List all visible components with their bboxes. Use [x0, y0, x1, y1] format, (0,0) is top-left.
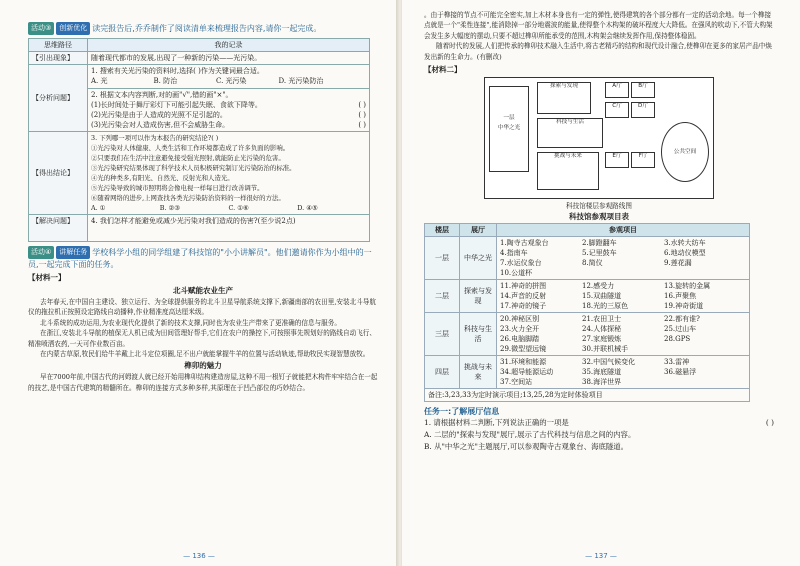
- exhibit-table: [424, 223, 750, 402]
- right-page-number: — 137 —: [585, 552, 617, 560]
- map-hall-f: [631, 152, 655, 168]
- q3-statement: ④光的种类多,有阳光、自然光、反射光和人造光。: [91, 174, 234, 182]
- col-header-hall: 展厅: [460, 224, 497, 237]
- article2-paragraph: 早在7000年前,中国古代的河姆渡人就已经开始用榫卯结构建造房屋,这种不用一根钉子就能把木构件牢牢结合在一起的技艺,是中国古代建筑的精髓所在。榫卯的连接方式多种多样,其原理在于凹凸部位的巧妙结合。: [28, 373, 378, 392]
- q1-stem: 1. 搜索有关光污染的资料时,选择( )作为关键词最合适。: [91, 67, 264, 75]
- table-row: [425, 313, 750, 356]
- option-b[interactable]: B. 从"中华之光"主题展厅,可以参观陶寺古观象台、海底隧道。: [424, 442, 629, 452]
- article1-paragraph: 在浙江,安装北斗导航的植保无人机已成为田间管理好帮手,它们在农户的操控下,可按照事先规划好的路线自动飞行、精准喷洒农药,一天可作业数百亩。: [28, 329, 376, 348]
- solve-text[interactable]: 4. 我们怎样才能避免或减少光污染对我们造成的伤害?(至少说2点): [88, 215, 370, 242]
- intro-text: 随着现代都市的发展,出现了一种新的污染——光污染。: [88, 52, 370, 65]
- exhibit-item: 10.公道杯: [500, 269, 533, 278]
- task1-heading: 任务一:了解展厅信息: [424, 407, 500, 417]
- exhibit-item: 11.神奇的拼图: [500, 282, 547, 291]
- q3-choice[interactable]: D. ④⑤: [297, 204, 318, 212]
- floor-cell: 三层: [425, 313, 460, 356]
- hall-cell: 中华之光: [460, 237, 497, 280]
- activity4-instruction: 学校科学小组的同学组建了科技馆的"小小讲解员"。他们邀请你作为小组中的一员,一起完成下面的任务。: [28, 248, 372, 269]
- map-label: 一层: [503, 115, 515, 122]
- exhibit-item: 35.海底隧道: [582, 368, 622, 377]
- hall-cell: 挑战与未来: [460, 356, 497, 389]
- exhibit-item: 1.陶寺古观象台: [500, 239, 549, 248]
- map-public-space: [661, 122, 709, 182]
- items-cell: [500, 281, 746, 311]
- exhibit-item: 29.微型望远镜: [500, 345, 547, 354]
- exhibit-item: 9.莲花漏: [664, 259, 692, 268]
- map-hall-future: [537, 152, 599, 190]
- left-page: [0, 0, 398, 566]
- table-row: [425, 356, 750, 389]
- map-label: A厅: [612, 83, 622, 90]
- exhibit-item: 38.海洋世界: [582, 378, 622, 387]
- q2-item: (3)光污染会对人造成伤害,但不会威胁生命。: [91, 121, 230, 129]
- exhibit-item: 7.水运仪象台: [500, 259, 542, 268]
- q2-answer-paren[interactable]: ( ): [358, 111, 366, 119]
- q1-option[interactable]: A. 光: [91, 77, 108, 85]
- exhibit-item: 31.环境和能源: [500, 358, 547, 367]
- exhibit-item: 16.声聚焦: [664, 292, 697, 301]
- exhibit-item: 25.过山车: [664, 325, 697, 334]
- activity3-header: [28, 22, 378, 35]
- map-hall-explore: [537, 82, 591, 114]
- map-label: D厅: [638, 103, 648, 110]
- exhibit-item: 24.人体探秘: [582, 325, 622, 334]
- q2-item: (1)长时间处于舞厅彩灯下可能引起失眠、食欲下降等。: [91, 101, 262, 109]
- q1-option[interactable]: B. 防治: [153, 77, 178, 85]
- exhibit-item: 12.感受力: [582, 282, 615, 291]
- q1-option[interactable]: D. 光污染防治: [278, 77, 324, 85]
- map-hall-b: [631, 82, 655, 98]
- exhibit-item: 13.旋转的金属: [664, 282, 711, 291]
- exhibit-item: 30.并联机械手: [582, 345, 629, 354]
- q2-stem: 2. 根据文本内容判断,对的画"√",错的画"×"。: [91, 91, 233, 99]
- exhibit-item: 32.中国气候变化: [582, 358, 636, 367]
- table-note: 备注:3,23,33为定时演示项目;13,25,28为定时体验项目: [425, 389, 750, 402]
- exhibit-item: 33.雷神: [664, 358, 690, 367]
- floor-cell: 四层: [425, 356, 460, 389]
- exhibit-item: 36.磁悬浮: [664, 368, 697, 377]
- q3-statement: ⑥随着网络的进步,上网查找各类光污染防治资料的一样很好的方法。: [91, 194, 285, 202]
- row-conclude: [29, 132, 370, 215]
- exhibit-item: 14.声音的反射: [500, 292, 547, 301]
- exhibit-item: 34.超导能源运动: [500, 368, 554, 377]
- article2-continued-paragraph: 随着时代的发展,人们把传承的榫卯技术融入生活中,将古老精巧的结构和现代设计融合,使榫卯在更多的家居产品中焕发出新的生命力。(有删改): [424, 42, 772, 61]
- floor-cell: 一层: [425, 237, 460, 280]
- article1-paragraph: 在内蒙古草原,牧民们给牛羊戴上北斗定位项圈,足不出户就能掌握牛羊的位置与活动轨迹,帮助牧民实现智慧放牧。: [40, 350, 370, 359]
- map-label: 探索与发现: [550, 83, 578, 90]
- map-label: E厅: [612, 153, 622, 160]
- q3-choice[interactable]: C. ①⑥: [228, 204, 249, 212]
- hall-cell: 探索与发现: [460, 280, 497, 313]
- map-label: 公共空间: [673, 149, 697, 156]
- q2-item: (2)光污染是由于人造成的光照不足引起的。: [91, 111, 227, 119]
- activity4-header: [28, 246, 378, 270]
- intro-label: 【引出现象】: [29, 52, 88, 65]
- exhibit-item: 37.空间站: [500, 378, 533, 387]
- q3-stem: 3. 下列哪一项可以作为本报告的研究结论?( ): [91, 134, 219, 142]
- col-header-path: 思维路径: [29, 39, 88, 52]
- map-hall-d: [631, 102, 655, 118]
- hall-cell: 科技与生活: [460, 313, 497, 356]
- items-cell: [500, 238, 746, 278]
- col-header-floor: 楼层: [425, 224, 460, 237]
- material1-label: 【材料一】: [28, 273, 66, 282]
- solve-label: 【解决问题】: [29, 215, 88, 242]
- map-hall-e: [605, 152, 629, 168]
- exhibit-item: 20.神秘区别: [500, 315, 540, 324]
- exhibit-item: 3.水转大纺车: [664, 239, 706, 248]
- activity3-tag: 活动③: [28, 22, 54, 35]
- table-row: [425, 237, 750, 280]
- article2-title: 榫卯的魅力: [184, 361, 222, 371]
- exhibit-item: 22.都有谁?: [664, 315, 700, 324]
- activity4-theme: 讲解任务: [56, 246, 90, 259]
- map-hall-c: [605, 102, 629, 118]
- q3-statement: ③光污染研究结果体现了科学技术人员积极研究制订光污染防治的标准。: [91, 164, 296, 172]
- col-header-items: 参观项目: [497, 224, 750, 237]
- floor-cell: 二层: [425, 280, 460, 313]
- map-hall-a: [605, 82, 629, 98]
- map-hall-life: [537, 118, 603, 148]
- exhibit-item: 21.农田卫士: [582, 315, 622, 324]
- activity3-instruction: 读完报告后,乔乔制作了阅读清单来梳理报告内容,请你一起完成。: [92, 24, 322, 33]
- article2-continued-paragraph: 。由于榫接的节点不可能完全密实,加上木材本身也有一定的弹性,使得建筑的各个部分都有一定的活动余地。每一个榫接点就是一个"柔性连接",能消除掉一部分地震波的能量,使得整个木构架的破坏程度大大降低。在强风的吹动下,不管大构架会发生多大幅度的摆动,只要不超过榫卯所能承受的范围,木构架会继续发挥作用,保持整体稳固。: [424, 11, 773, 40]
- question1-answer-paren[interactable]: ( ): [765, 418, 774, 428]
- exhibit-item: 6.地动仪模型: [664, 249, 706, 258]
- q3-choice[interactable]: A. ①: [91, 204, 106, 212]
- q2-answer-paren[interactable]: ( ): [358, 101, 366, 109]
- activity3-theme: 创新优化: [56, 22, 90, 35]
- article1-paragraph: 去年春天,在中国自主建设、独立运行、为全球提供服务的北斗卫星导航系统支撑下,新疆南部的农田里,安装北斗导航仪的拖拉机正按照设定路线自动播种,作业精准度高达厘米级。: [28, 298, 376, 317]
- reading-checklist-table: [28, 38, 370, 242]
- table-row: [425, 280, 750, 313]
- exhibit-item: 28.GPS: [664, 335, 691, 344]
- q3-statement: ⑤光污染导致的城市照明将会像电视一样每日进行改善调节。: [91, 184, 264, 192]
- row-solve: [29, 215, 370, 242]
- q1-option[interactable]: C. 光污染: [216, 77, 247, 85]
- exhibit-item: 19.神奇街道: [664, 302, 704, 311]
- exhibit-item: 18.光的三原色: [582, 302, 629, 311]
- map-hall-china: [489, 86, 529, 172]
- left-page-number: — 136 —: [183, 552, 215, 560]
- map-label: C厅: [612, 103, 622, 110]
- q3-choice[interactable]: B. ②③: [159, 204, 180, 212]
- exhibit-item: 15.双曲隧道: [582, 292, 622, 301]
- row-analyze: [29, 65, 370, 132]
- map-label: B厅: [638, 83, 648, 90]
- question1-stem: 1. 请根据材料二判断,下列说法正确的一项是: [424, 418, 569, 428]
- exhibit-table-title: 科技馆参观项目表: [569, 212, 629, 222]
- material2-label: 【材料二】: [424, 65, 462, 75]
- analyze-label: 【分析问题】: [29, 65, 88, 132]
- conclude-label: 【得出结论】: [29, 132, 88, 215]
- items-cell: [500, 357, 746, 387]
- map-label: F厅: [638, 153, 648, 160]
- row-intro: [29, 52, 370, 65]
- exhibit-item: 2.脚蹬翻车: [582, 239, 617, 248]
- article1-title: 北斗赋能农业生产: [173, 286, 233, 295]
- map-label: 挑战与未来: [554, 153, 582, 160]
- q2-answer-paren[interactable]: ( ): [358, 121, 366, 129]
- exhibit-item: 26.电脑脚踏: [500, 335, 540, 344]
- article1-paragraph: 北斗系统的成功运用,为农业现代化提供了新的技术支撑,同时也为农业生产带来了更准确的信息与服务。: [40, 318, 341, 327]
- activity4-tag: 活动④: [28, 246, 54, 259]
- map-label: 科技与生活: [556, 119, 584, 126]
- exhibit-item: 27.家庭锻炼: [582, 335, 622, 344]
- right-page: [402, 0, 800, 566]
- exhibit-item: 5.记里鼓车: [582, 249, 617, 258]
- option-a[interactable]: A. 二层的"探索与发现"展厅,展示了古代科技与信息之间的内容。: [424, 430, 636, 440]
- floor-route-map: [484, 77, 714, 199]
- exhibit-item: 4.指南车: [500, 249, 528, 258]
- col-header-record: 我的记录: [88, 39, 370, 52]
- exhibit-item: 17.神奇的镜子: [500, 302, 547, 311]
- exhibit-item: 23.火力全开: [500, 325, 540, 334]
- map-caption: 科技馆楼层参观路线图: [566, 202, 632, 211]
- exhibit-item: 8.简仪: [582, 259, 603, 268]
- items-cell: [500, 314, 746, 354]
- table-note-row: [425, 389, 750, 402]
- q3-statement: ②只要我们在生活中注意避免接受强光照射,就能防止光污染的危害。: [91, 154, 285, 162]
- map-label: 中华之光: [497, 125, 521, 132]
- q3-statement: ①光污染对人体健康、人类生活和工作环境都造成了许多负面的影响。: [91, 144, 290, 152]
